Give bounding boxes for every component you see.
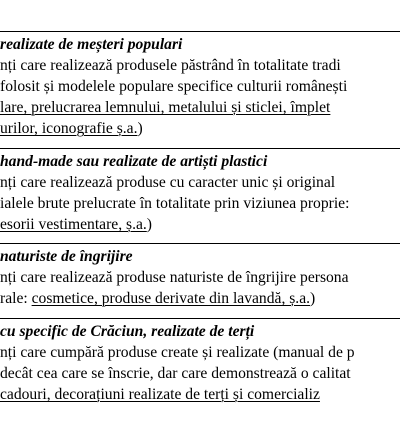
section-text-line: decât cea care se înscrie, dar care demonstrează o calitat xyxy=(0,365,351,382)
underlined-examples: esorii vestimentare, ș.a. xyxy=(0,216,147,233)
section-divider xyxy=(0,318,400,319)
section-text-line xyxy=(0,289,400,308)
section-text-line xyxy=(0,119,400,138)
underlined-examples: cosmetice, produse derivate din lavandă, ș.a. xyxy=(31,290,311,307)
closing-paren: ) xyxy=(146,216,152,233)
section-text-line xyxy=(0,385,400,404)
section-text-line: nți care realizează produse naturiste de îngrijire persona xyxy=(0,269,349,286)
underlined-examples: lare, prelucrarea lemnului, metalului și sticlei, împlet xyxy=(0,99,331,116)
section-divider xyxy=(0,148,400,149)
underlined-examples: urilor, iconografie ș.a. xyxy=(0,120,138,137)
closing-paren: ) xyxy=(137,120,143,137)
section-text-line: nți care realizează produse cu caracter unic și original xyxy=(0,174,336,191)
section-heading: realizate de meșteri populari xyxy=(0,36,183,53)
section-heading: hand-made sau realizate de artiști plastici xyxy=(0,153,268,170)
section-heading: cu specific de Crăciun, realizate de terți xyxy=(0,323,255,340)
section-text-line: nți care cumpără produse create și realizate (manual de p xyxy=(0,344,355,361)
section-text-line xyxy=(0,98,400,117)
underlined-examples: cadouri, decorațiuni realizate de terți și comercializ xyxy=(0,386,320,403)
section-text-line: folosit și modelele populare specifice culturii românești xyxy=(0,78,348,95)
closing-paren: ) xyxy=(310,290,316,307)
section-divider xyxy=(0,243,400,244)
section-divider xyxy=(0,31,400,32)
text-fragment: rale: xyxy=(0,290,32,307)
section-text-line xyxy=(0,215,400,234)
section-text-line: ialele brute prelucrate în totalitate prin viziunea proprie: xyxy=(0,195,350,212)
section-text-line: nți care realizează produsele păstrând în totalitate tradi xyxy=(0,57,341,74)
section-heading: naturiste de îngrijire xyxy=(0,248,133,265)
